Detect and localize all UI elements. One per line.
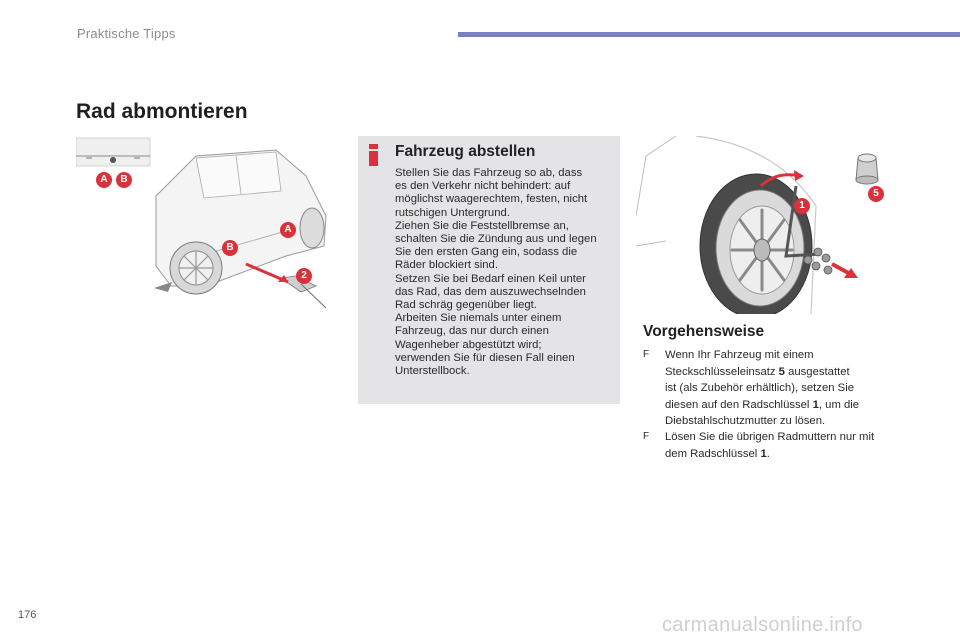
bullet-marker: F (643, 349, 650, 360)
page-number: 176 (18, 609, 37, 621)
marker-5-socket: 5 (868, 186, 884, 202)
info-line: Arbeiten Sie niemals unter einem (395, 312, 562, 325)
info-line: Rad schräg gegenüber liegt. (395, 299, 537, 312)
procedure-title: Vorgehensweise (643, 323, 765, 340)
info-line: möglichst waagerechtem, festen, nicht (395, 193, 588, 206)
info-line: Stellen Sie das Fahrzeug so ab, dass (395, 167, 583, 179)
bullet-marker: F (643, 431, 650, 442)
marker-a-car: A (280, 222, 296, 238)
info-line: es den Verkehr nicht behindert: auf (395, 180, 571, 193)
info-line: Räder blockiert sind. (395, 259, 498, 272)
header-accent-bar (458, 32, 960, 37)
page-title: Rad abmontieren (76, 100, 248, 123)
header-section-title: Praktische Tipps (77, 26, 176, 41)
marker-a-inset: A (96, 172, 112, 188)
info-icon (367, 144, 380, 166)
marker-2-jack: 2 (296, 268, 312, 284)
info-box-body (395, 167, 617, 378)
step-text: Lösen Sie die übrigen Radmuttern nur mit dem Radschlüssel 1. (665, 431, 875, 460)
info-line: Unterstellbock. (395, 365, 470, 378)
info-box-parking (358, 136, 620, 404)
procedure-step-1 (643, 347, 903, 430)
procedure-step-2 (643, 429, 903, 462)
step-text: Wenn Ihr Fahrzeug mit einem Steckschlüsseleinsatz 5 ausgestattet ist (als Zubehör erhältlich), setzen Sie diesen auf den Radschlüssel 1, um die Diebstahlschutzmutter zu lösen. (665, 349, 860, 427)
info-line: schalten Sie die Zündung aus und legen (395, 233, 597, 246)
marker-1-wrench: 1 (794, 198, 810, 214)
info-line: Fahrzeug, das nur durch einen (395, 325, 549, 338)
info-line: Sie den ersten Gang ein, sodass die (395, 246, 578, 259)
info-line: Wagenheber abgestützt wird; (395, 338, 542, 351)
watermark: carmanualsonline.info (662, 614, 863, 636)
marker-b-car: B (222, 240, 238, 256)
wheel-wrench-illustration (636, 136, 896, 314)
marker-b-inset: B (116, 172, 132, 188)
info-line: rutschigen Untergrund. (395, 206, 510, 219)
car-jack-illustration (76, 136, 346, 316)
info-line: Setzen Sie bei Bedarf einen Keil unter (395, 272, 586, 285)
info-line: das Rad, das dem auszuwechselnden (395, 285, 586, 298)
info-box-title: Fahrzeug abstellen (395, 143, 536, 160)
info-line: verwenden Sie für diesen Fall einen (395, 351, 575, 364)
info-line: Ziehen Sie die Feststellbremse an, (395, 219, 569, 232)
